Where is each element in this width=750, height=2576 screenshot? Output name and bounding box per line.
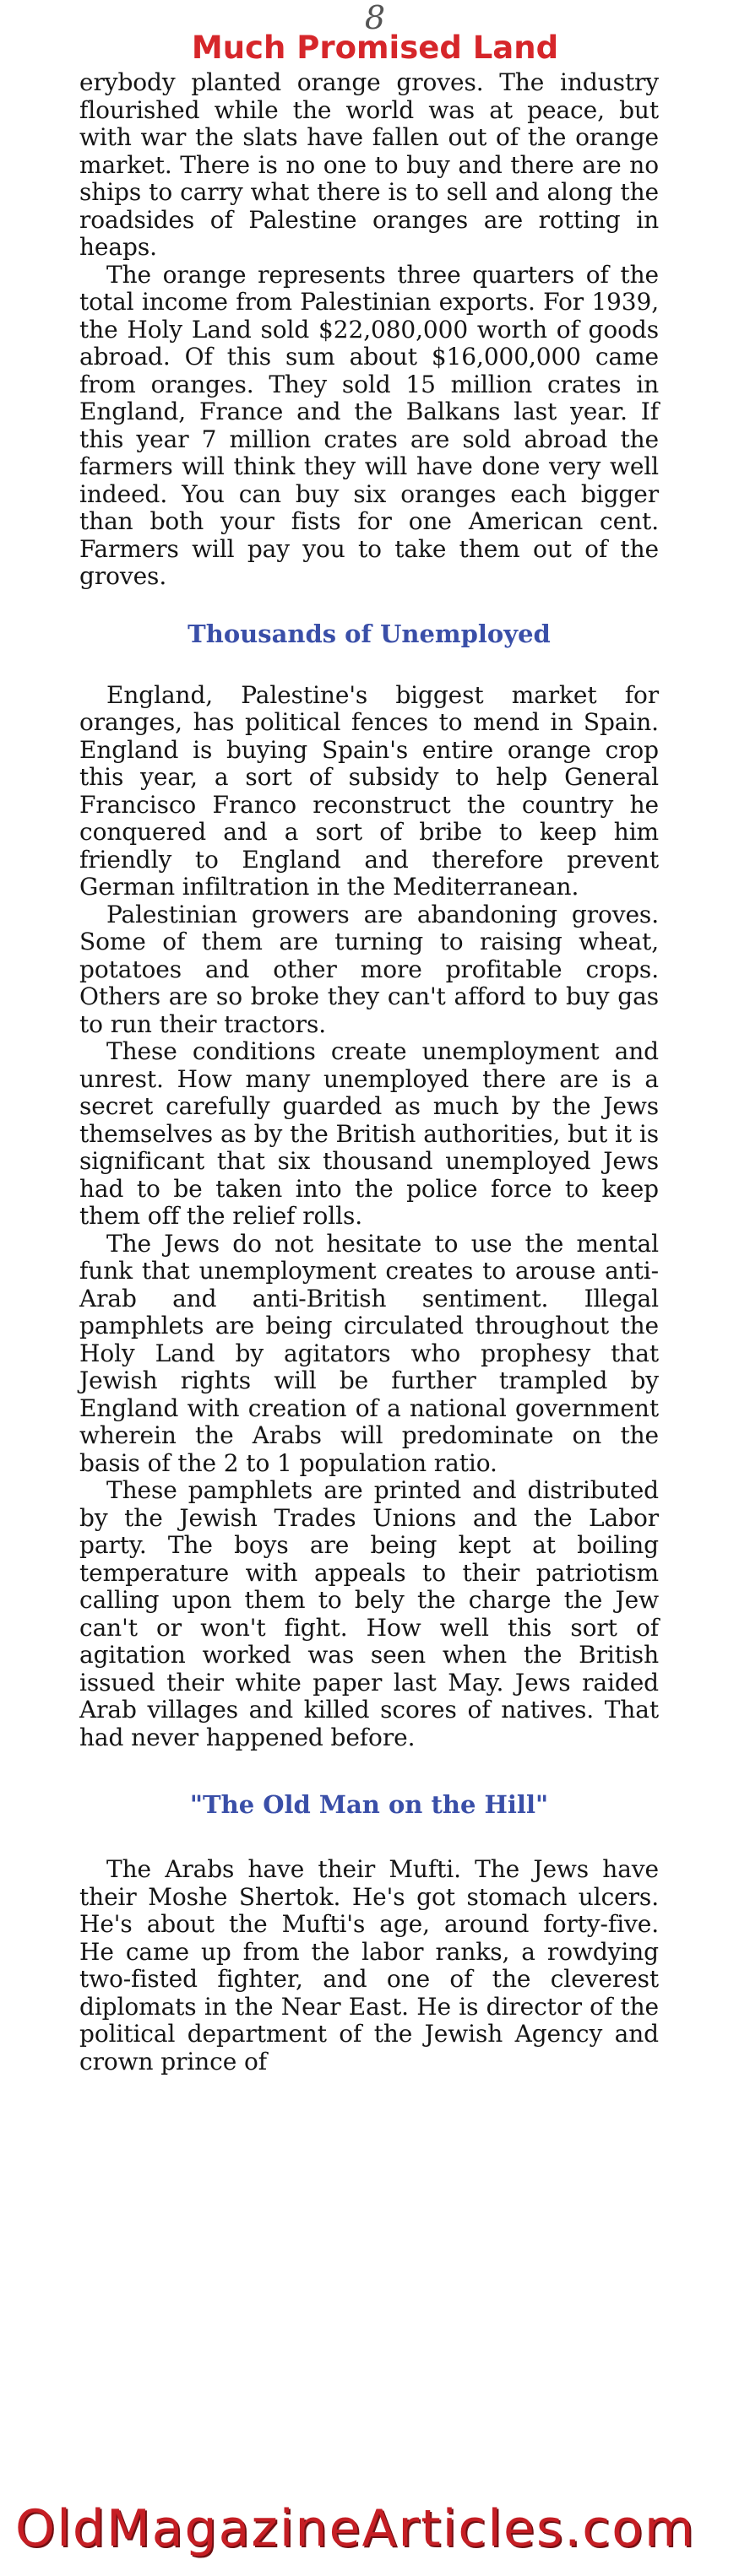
article-column [79,69,659,2075]
subhead-unemployed: Thousands of Unemployed [188,619,551,648]
watermark-logo: OldMagazineArticles.com [15,2499,696,2558]
paragraph-1-1: erybody planted orange groves. The industry flourished while the world was at peace, but with war the slats have fallen out of the orange market. There is no one to buy and there are no ships to carry what there is to sell and along the roadsides of Palestine oranges are rotting in heaps. [79,68,659,261]
article-headline: Much Promised Land [191,30,559,66]
paragraph-2-3: These conditions create unemployment and unrest. How many unemployed there are is a secret carefully guarded as much by the Jews themselves as by the British authorities, but it is significant that six thousand unemployed Jews had to be taken into the police force to keep them off the relief rolls. [79,1037,659,1230]
subhead-old-man-on-the-hill: "The Old Man on the Hill" [189,1790,549,1819]
paragraph-1-2: The orange represents three quarters of the total income from Palestinian exports. For 1939, the Holy Land sold $22,080,000 worth of goods abroad. Of this sum about $16,000,000 came from oranges. They sold 15 million crates in England, France and the Balkans last year. If this year 7 million crates are sold abroad the farmers will think they will have done very well indeed. You can buy six oranges each bigger than both your fists for one American cent. Farmers will pay you to take them out of the groves. [79,260,659,590]
paragraph-2-2: Palestinian growers are abandoning groves. Some of them are turning to raising wheat, potatoes and other more profitable crops. Others are so broke they can't afford to buy gas to run their tractors. [79,900,659,1038]
paragraph-2-4: The Jews do not hesitate to use the mental funk that unemployment creates to arouse anti-Arab and anti-British sentiment. Illegal pamphlets are being circulated throughout the Holy Land by agitators who prophesy that Jewish rights will be further trampled by England with creation of a national government wherein the Arabs will predominate on the basis of the 2 to 1 population ratio. [79,1229,659,1477]
page-number: 8 [364,0,386,36]
paragraph-2-5: These pamphlets are printed and distributed by the Jewish Trades Unions and the Labor party. The boys are being kept at boiling temperature with appeals to their patriotism calling upon them to bely the charge the Jew can't or won't fight. How well this sort of agitation worked was seen when the British issued their white paper last May. Jews raided Arab villages and killed scores of natives. That had never happened before. [79,1476,659,1751]
paragraph-3-1: The Arabs have their Mufti. The Jews have their Moshe Shertok. He's got stomach ulcers. He's about the Mufti's age, around forty-five. He came up from the labor ranks, a rowdying two-fisted fighter, and one of the cleverest diplomats in the Near East. He is director of the political department of the Jewish Agency and crown prince of [79,1855,659,2075]
paragraph-2-1: England, Palestine's biggest market for oranges, has political fences to mend in Spain. England is buying Spain's entire orange crop this year, a sort of subsidy to help General Francisco Franco reconstruct the country he conquered and a sort of bribe to keep him friendly to England and therefore prevent German infiltration in the Mediterranean. [79,680,659,901]
